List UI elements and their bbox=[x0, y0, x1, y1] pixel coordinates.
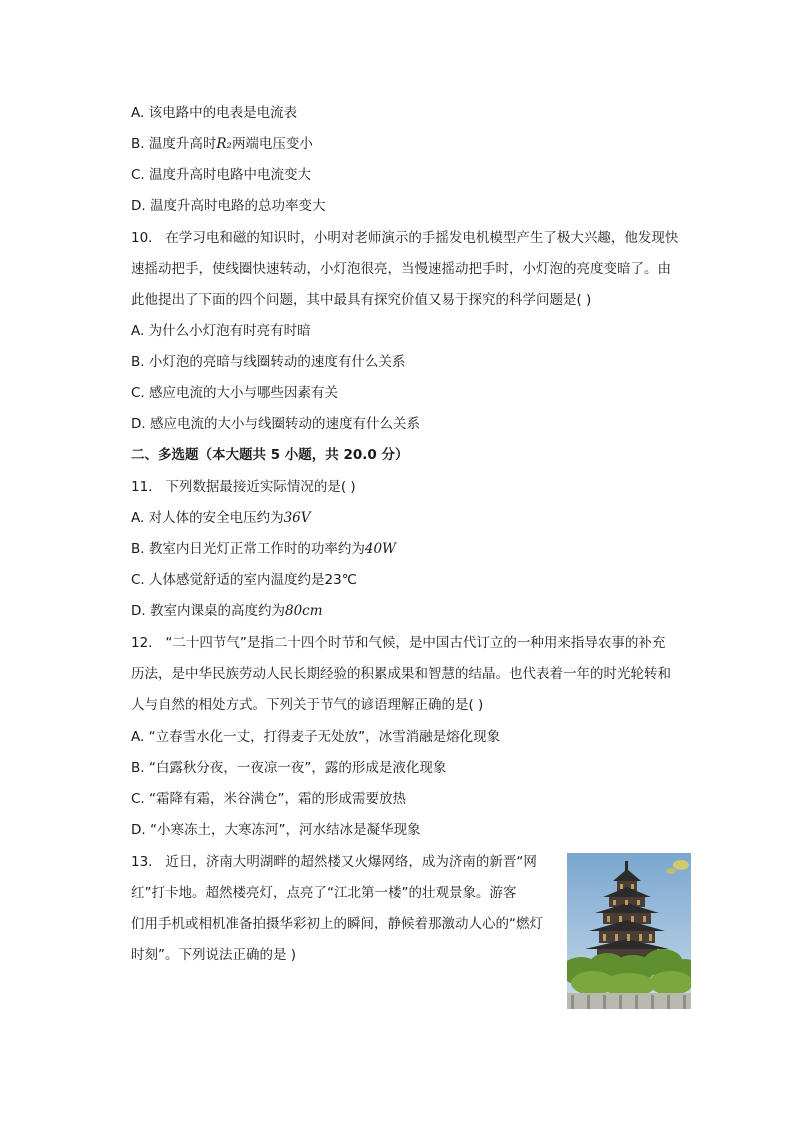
q11-option-b bbox=[131, 539, 396, 559]
q10-stem-line-1 bbox=[131, 228, 678, 248]
math-symbol: R₂ bbox=[216, 136, 232, 152]
option-text: 温度升高时 bbox=[148, 136, 217, 152]
option-label: D. bbox=[131, 822, 146, 838]
pagoda-illustration bbox=[567, 853, 691, 1009]
section-heading: 二、多选题（本大题共 5 小题，共 20.0 分） bbox=[131, 447, 409, 463]
option-label: C. bbox=[131, 572, 145, 588]
question-text: 近日，济南大明湖畔的超然楼又火爆网络，成为济南的新晋“网 bbox=[165, 854, 537, 870]
option-label: D. bbox=[131, 198, 146, 214]
math-value: 80cm bbox=[284, 603, 323, 619]
q11-option-d bbox=[131, 601, 323, 621]
q9-option-c bbox=[131, 165, 311, 185]
q9-option-a bbox=[131, 103, 297, 123]
option-text: 对人体的安全电压约为 bbox=[148, 510, 284, 526]
question-text: 下列数据最接近实际情况的是( ) bbox=[165, 479, 356, 495]
option-label: A. bbox=[131, 510, 145, 526]
question-number: 11. bbox=[131, 479, 153, 495]
option-label: B. bbox=[131, 136, 145, 152]
q12-option-b bbox=[131, 758, 446, 778]
q12-option-c bbox=[131, 789, 406, 809]
option-label: C. bbox=[131, 167, 145, 183]
option-text: 教室内日光灯正常工作时的功率约为 bbox=[148, 541, 365, 557]
option-text: “霜降有霜，米谷满仓”，霜的形成需要放热 bbox=[149, 791, 407, 807]
option-label: A. bbox=[131, 729, 145, 745]
option-text: 感应电流的大小与哪些因素有关 bbox=[149, 385, 339, 401]
question-number: 13. bbox=[131, 854, 153, 870]
pagoda-photo bbox=[567, 853, 691, 1009]
math-value: 40W bbox=[364, 541, 396, 557]
q13-stem-line-4: 时刻”。下列说法正确的是 ) bbox=[131, 947, 297, 963]
option-text: “立春雪水化一丈，打得麦子无处放”，冰雪消融是熔化现象 bbox=[148, 729, 501, 745]
q11-stem bbox=[131, 477, 356, 497]
q10-stem-line-2: 速摇动把手，使线圈快速转动，小灯泡很亮，当慢速摇动把手时，小灯泡的亮度变暗了。由 bbox=[131, 261, 671, 277]
option-label: B. bbox=[131, 354, 145, 370]
math-value: 36V bbox=[283, 510, 311, 526]
option-text: 人体感觉舒适的室内温度约是23℃ bbox=[149, 572, 357, 588]
option-text: 小灯泡的亮暗与线圈转动的速度有什么关系 bbox=[148, 354, 406, 370]
q10-option-b bbox=[131, 352, 405, 372]
option-text: 教室内课桌的高度约为 bbox=[149, 603, 285, 619]
q10-option-c bbox=[131, 383, 338, 403]
option-label: B. bbox=[131, 760, 145, 776]
option-text: 为什么小灯泡有时亮有时暗 bbox=[148, 323, 311, 339]
question-number: 12. bbox=[131, 635, 153, 651]
option-text: “小寒冻土，大寒冻河”，河水结冰是凝华现象 bbox=[149, 822, 421, 838]
option-label: D. bbox=[131, 603, 146, 619]
question-text: 在学习电和磁的知识时，小明对老师演示的手摇发电机模型产生了极大兴趣，他发现快 bbox=[165, 230, 679, 246]
q13-stem-line-1 bbox=[131, 852, 537, 872]
option-label: C. bbox=[131, 791, 145, 807]
q12-stem-line-2: 历法，是中华民族劳动人民长期经验的积累成果和智慧的结晶。也代表着一年的时光轮转和 bbox=[131, 666, 671, 682]
option-label: A. bbox=[131, 105, 145, 121]
option-text: 两端电压变小 bbox=[231, 136, 313, 152]
q11-option-c bbox=[131, 570, 357, 590]
option-text: 该电路中的电表是电流表 bbox=[148, 105, 298, 121]
q10-option-a bbox=[131, 321, 311, 341]
option-text: 温度升高时电路中电流变大 bbox=[149, 167, 312, 183]
q10-stem-line-3: 此他提出了下面的四个问题，其中最具有探究价值又易于探究的科学问题是( ) bbox=[131, 292, 592, 308]
q13-stem-line-2: 红”打卡地。超然楼亮灯，点亮了“江北第一楼”的壮观景象。游客 bbox=[131, 885, 517, 901]
q9-option-d bbox=[131, 196, 325, 216]
q10-option-d bbox=[131, 414, 420, 434]
option-label: B. bbox=[131, 541, 145, 557]
option-text: 感应电流的大小与线圈转动的速度有什么关系 bbox=[149, 416, 420, 432]
q9-option-b bbox=[131, 134, 313, 154]
q12-option-a bbox=[131, 727, 500, 747]
option-text: “白露秋分夜，一夜凉一夜”，露的形成是液化现象 bbox=[148, 760, 447, 776]
option-label: C. bbox=[131, 385, 145, 401]
option-label: D. bbox=[131, 416, 146, 432]
question-number: 10. bbox=[131, 230, 153, 246]
q11-option-a bbox=[131, 508, 311, 528]
q12-stem-line-1 bbox=[131, 633, 665, 653]
q12-stem-line-3: 人与自然的相处方式。下列关于节气的谚语理解正确的是( ) bbox=[131, 697, 484, 713]
q13-stem-line-3: 们用手机或相机准备拍摄华彩初上的瞬间，静候着那激动人心的“燃灯 bbox=[131, 916, 543, 932]
q12-option-d bbox=[131, 820, 420, 840]
option-label: A. bbox=[131, 323, 145, 339]
question-text: “二十四节气”是指二十四个时节和气候，是中国古代订立的一种用来指导农事的补充 bbox=[165, 635, 666, 651]
option-text: 温度升高时电路的总功率变大 bbox=[149, 198, 326, 214]
